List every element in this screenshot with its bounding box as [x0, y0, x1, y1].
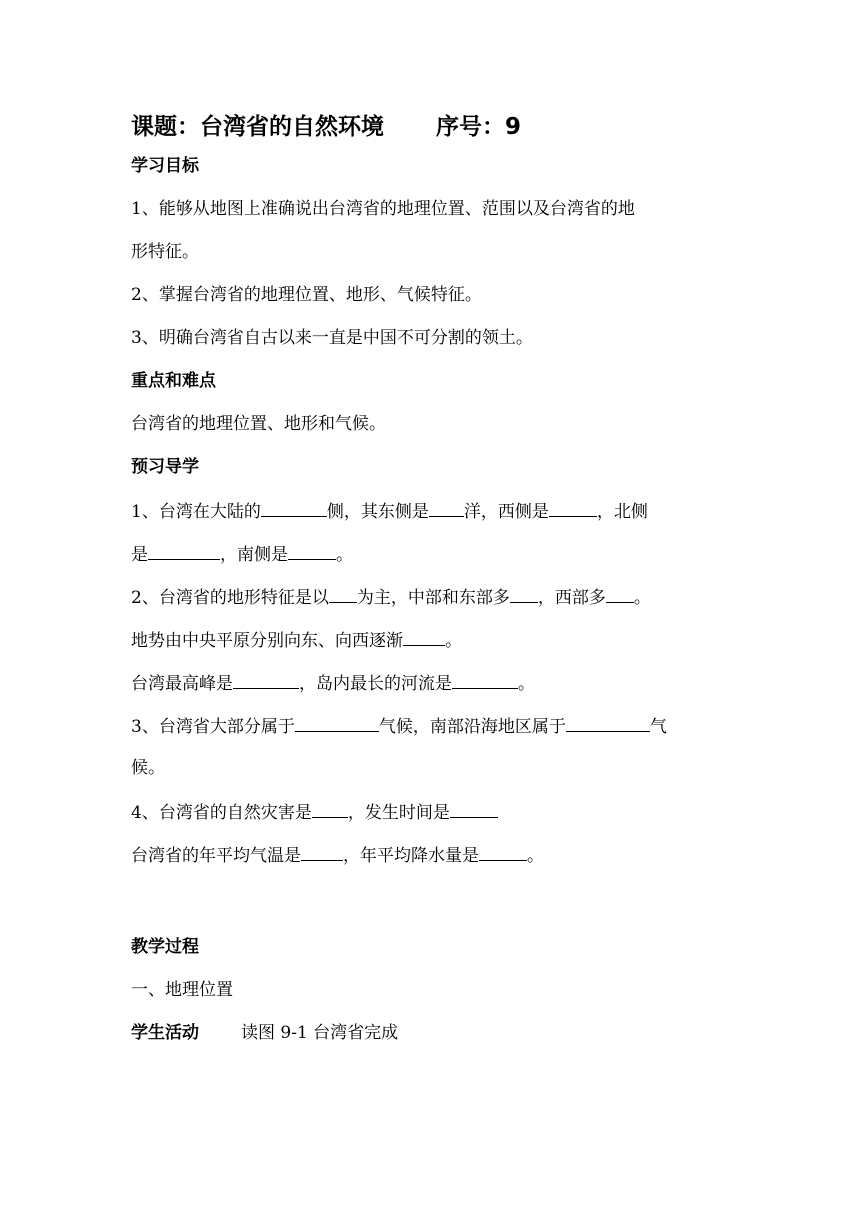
fill-blank[interactable] [479, 842, 527, 861]
question-3-line-1: 3、台湾省大部分属于 气候，南部沿海地区属于 气 [131, 713, 741, 737]
preview-heading: 预习导学 [131, 457, 199, 477]
question-1-line-1: 1、台湾在大陆的 侧，其东侧是 洋，西侧是 ，北侧 [131, 498, 741, 522]
activity-text: 读图 9-1 台湾省完成 [241, 1023, 399, 1043]
question-1-line-2: 是 ，南侧是 。 [131, 541, 741, 565]
fill-blank[interactable] [301, 842, 343, 861]
fill-blank[interactable] [261, 498, 327, 517]
objective-1-line-2: 形特征。 [131, 242, 199, 262]
fill-blank[interactable] [510, 584, 538, 603]
question-2-line-2: 地势由中央平原分别向东、向西逐渐 。 [131, 627, 741, 651]
key-points-heading: 重点和难点 [131, 371, 216, 391]
process-heading: 教学过程 [131, 937, 199, 957]
activity-label: 学生活动 [131, 1023, 199, 1043]
fill-blank[interactable] [312, 799, 348, 818]
question-2-line-3: 台湾最高峰是 ，岛内最长的河流是 。 [131, 670, 741, 694]
section-gap [131, 885, 741, 935]
fill-blank[interactable] [148, 541, 220, 560]
objective-3: 3、明确台湾省自古以来一直是中国不可分割的领土。 [131, 328, 533, 348]
section-1-title: 一、地理位置 [131, 980, 233, 1000]
question-3-line-2: 候。 [131, 758, 165, 778]
fill-blank[interactable] [452, 670, 518, 689]
fill-blank[interactable] [450, 799, 498, 818]
student-activity [131, 1021, 741, 1045]
sequence-number: 序号：9 [436, 114, 522, 140]
objective-1-line-1: 1、能够从地图上准确说出台湾省的地理位置、范围以及台湾省的地 [131, 199, 635, 219]
fill-blank[interactable] [549, 498, 597, 517]
page-title [131, 110, 741, 144]
question-4-line-2: 台湾省的年平均气温是 ，年平均降水量是 。 [131, 842, 741, 866]
fill-blank[interactable] [403, 627, 445, 646]
fill-blank[interactable] [329, 584, 357, 603]
question-4-line-1: 4、台湾省的自然灾害是 ，发生时间是 [131, 799, 741, 823]
key-points-text: 台湾省的地理位置、地形和气候。 [131, 414, 386, 434]
fill-blank[interactable] [606, 584, 634, 603]
fill-blank[interactable] [233, 670, 299, 689]
fill-blank[interactable] [429, 498, 464, 517]
fill-blank[interactable] [566, 713, 650, 732]
topic-title: 课题：台湾省的自然环境 [131, 114, 384, 140]
fill-blank[interactable] [295, 713, 379, 732]
objectives-heading: 学习目标 [131, 156, 199, 176]
objective-2: 2、掌握台湾省的地理位置、地形、气候特征。 [131, 285, 482, 305]
fill-blank[interactable] [288, 541, 336, 560]
worksheet-page [131, 110, 741, 1064]
question-2-line-1: 2、台湾省的地形特征是以 为主，中部和东部多 ，西部多 。 [131, 584, 741, 608]
